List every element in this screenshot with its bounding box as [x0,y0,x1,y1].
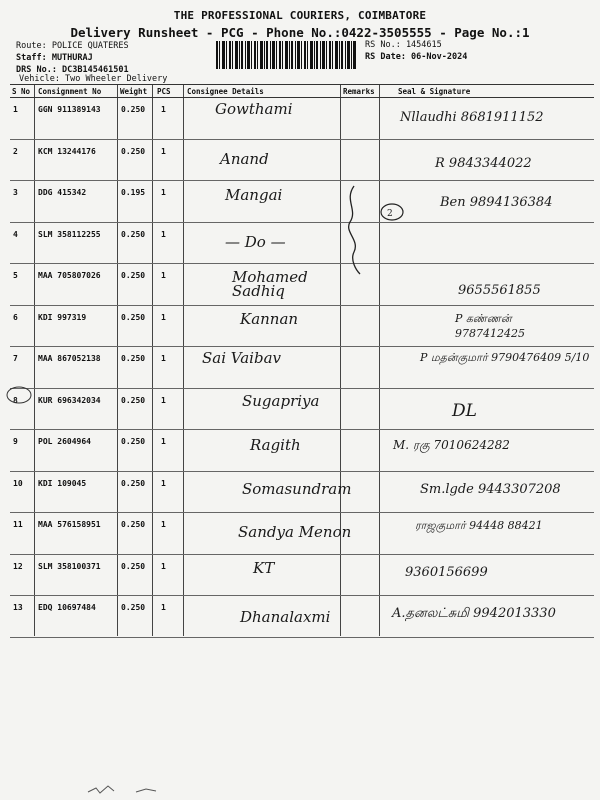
runsheet-subtitle: Delivery Runsheet - PCG - Phone No.:0422-3505555 - Page No.:1 [70,25,530,40]
row-signature: M. ரகு 7010624282 [393,438,510,452]
table-header [10,85,594,98]
row-signature: ராஜகுமார் 94448 88421 [415,519,543,532]
row-weight: 0.250 [121,271,146,280]
row-sno: 9 [13,437,18,446]
row-pcs: 1 [161,478,166,488]
row-consignee: Sugapriya [242,391,320,410]
row-consignment: KDI 109045 [38,478,87,488]
row-sno: 7 [13,354,18,363]
barcode [216,41,356,69]
row-weight: 0.250 [121,603,146,612]
row-pcs: 1 [161,188,166,197]
table-row [10,140,594,182]
row-weight: 0.250 [121,146,146,156]
table-row [10,389,594,431]
row-consignment: GGN 911389143 [38,105,101,114]
row-sno: 6 [13,312,18,322]
row-consignee: Kannan [240,309,299,328]
table-row [10,181,594,223]
header-seal: Seal & Signature [398,87,471,96]
row-consignee: Sai Vaibav [202,349,281,367]
row-sno: 1 [13,105,18,114]
row-consignment: SLM 358100371 [38,561,101,571]
row-consignee: Ragith [250,436,301,454]
table-row [10,472,594,514]
row-signature: A.தனலட்சுமி 9942013330 [392,606,556,621]
row-weight: 0.250 [121,354,146,363]
row-sno: 5 [13,271,18,280]
row-sno: 3 [13,188,18,197]
drs-number: DRS No.: DC3B145461501 [16,65,129,75]
row-weight: 0.250 [121,520,146,529]
row-signature: 9360156699 [405,564,488,580]
row-consignment: MAA 705807026 [38,271,101,280]
row-weight: 0.250 [121,312,146,322]
header-pcs: PCS [157,87,171,96]
row-pcs: 1 [161,229,166,239]
row-sno: 8 [13,395,18,405]
row-pcs: 1 [161,271,166,280]
remarks-handwritten-mark [340,180,410,280]
row-signature: Nllaudhi 8681911152 [400,110,544,125]
row-sno: 4 [13,229,18,239]
row-sno: 12 [13,561,23,571]
row-consignment: POL 2604964 [38,437,91,446]
row-consignee: Gowthami [215,100,293,118]
row-consignee: — Do — [225,232,286,251]
row-sno: 2 [13,146,18,156]
row-signature: Ben 9894136384 [440,195,553,210]
row-consignment: KCM 13244176 [38,146,96,156]
rs-date: RS Date: 06-Nov-2024 [365,52,468,62]
row-consignee: KT [253,558,275,577]
row-weight: 0.250 [121,105,146,114]
row-consignment: KDI 997319 [38,312,87,322]
vehicle-label: Vehicle: Two Wheeler Delivery [19,74,168,84]
row-eight-circle-mark [4,384,34,406]
table-row [10,430,594,472]
table-row [10,306,594,348]
row-sno: 10 [13,478,23,488]
bottom-scribble [86,782,176,796]
row-weight: 0.195 [121,188,146,197]
row-signature: 9655561855 [458,283,541,298]
header-sno: S No [12,87,31,96]
row-pcs: 1 [161,561,166,571]
runsheet-table [10,84,594,638]
staff-label: Staff: MUTHURAJ [16,53,93,63]
row-pcs: 1 [161,395,166,405]
header-weight: Weight [120,87,148,96]
row-weight: 0.250 [121,561,146,571]
route-label: Route: POLICE QUATERES [16,41,129,51]
row-signature: Sm.lgde 9443307208 [420,481,561,497]
table-row [10,223,594,265]
table-row [10,98,594,140]
row-consignment: SLM 358112255 [38,229,101,239]
row-weight: 0.250 [121,478,146,488]
table-row [10,347,594,389]
row-pcs: 1 [161,312,166,322]
row-consignee: Sandya Menon [238,523,352,541]
row-pcs: 1 [161,520,166,529]
row-sno: 11 [13,520,23,529]
row-consignee: Somasundram [242,479,352,498]
row-pcs: 1 [161,146,166,156]
row-sno: 13 [13,603,23,612]
row-pcs: 1 [161,105,166,114]
table-row [10,513,594,555]
table-row [10,264,594,306]
row-weight: 0.250 [121,395,146,405]
row-consignment: MAA 576158951 [38,520,101,529]
row-weight: 0.250 [121,437,146,446]
svg-text:2: 2 [387,209,393,219]
company-title: THE PROFESSIONAL COURIERS, COIMBATORE [173,9,427,22]
row-consignee: Anand [220,149,269,168]
row-weight: 0.250 [121,229,146,239]
row-signature: P கண்ணன் 9787412425 [455,311,525,340]
table-row [10,555,594,597]
row-consignment: DDG 415342 [38,188,87,197]
row-consignment: MAA 867052138 [38,354,101,363]
row-consignee: Mohamed Sadhiq [232,268,308,300]
header-consignee: Consignee Details [187,87,264,96]
row-signature: P மதன்குமார் 9790476409 5/10 [420,351,590,364]
row-consignment: EDQ 10697484 [38,603,96,612]
row-consignee: Dhanalaxmi [240,608,331,626]
row-pcs: 1 [161,603,166,612]
row-pcs: 1 [161,437,166,446]
header-remarks: Remarks [343,87,375,96]
row-consignee: Mangai [225,186,283,204]
row-pcs: 1 [161,354,166,363]
row-signature: R 9843344022 [435,155,532,171]
table-row [10,596,594,638]
header-consignment: Consignment No [38,87,102,96]
rs-number: RS No.: 1454615 [365,40,442,50]
row-consignment: KUR 696342034 [38,395,101,405]
row-signature: DL [452,400,477,421]
